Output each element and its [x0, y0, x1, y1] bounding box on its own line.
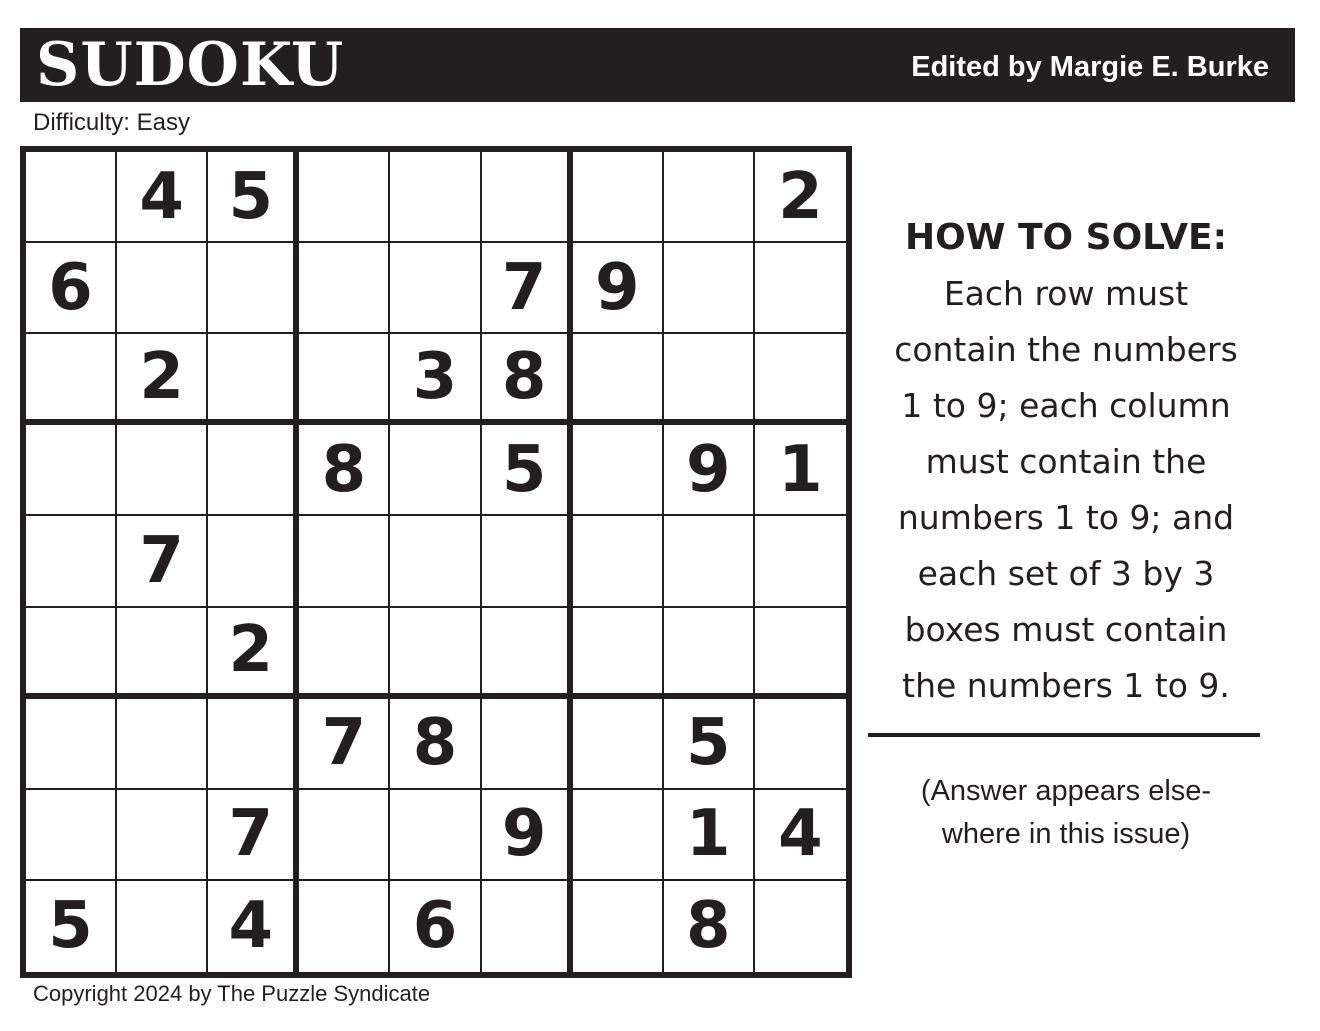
- empty-cell-r3c9[interactable]: [755, 334, 846, 425]
- given-cell-r4c4: 8: [299, 425, 390, 516]
- empty-cell-r4c1[interactable]: [26, 425, 117, 516]
- answer-note-line: where in this issue): [941, 818, 1191, 850]
- given-cell-r8c6: 9: [482, 790, 573, 881]
- empty-cell-r5c6[interactable]: [482, 516, 573, 607]
- empty-cell-r8c7[interactable]: [573, 790, 664, 881]
- given-cell-r8c3: 7: [208, 790, 299, 881]
- empty-cell-r8c5[interactable]: [390, 790, 481, 881]
- given-cell-r1c3: 5: [208, 152, 299, 243]
- empty-cell-r2c4[interactable]: [299, 243, 390, 334]
- given-cell-r6c3: 2: [208, 608, 299, 699]
- empty-cell-r5c7[interactable]: [573, 516, 664, 607]
- empty-cell-r5c3[interactable]: [208, 516, 299, 607]
- given-cell-r9c8: 8: [664, 881, 755, 972]
- given-cell-r4c9: 1: [755, 425, 846, 516]
- instruction-line: boxes must contain: [904, 610, 1228, 649]
- empty-cell-r7c7[interactable]: [573, 699, 664, 790]
- empty-cell-r1c8[interactable]: [664, 152, 755, 243]
- given-cell-r2c7: 9: [573, 243, 664, 334]
- empty-cell-r4c5[interactable]: [390, 425, 481, 516]
- empty-cell-r8c4[interactable]: [299, 790, 390, 881]
- instruction-line: the numbers 1 to 9.: [902, 666, 1230, 705]
- empty-cell-r1c4[interactable]: [299, 152, 390, 243]
- given-cell-r7c8: 5: [664, 699, 755, 790]
- given-cell-r3c2: 2: [117, 334, 208, 425]
- empty-cell-r3c3[interactable]: [208, 334, 299, 425]
- empty-cell-r6c6[interactable]: [482, 608, 573, 699]
- empty-cell-r6c5[interactable]: [390, 608, 481, 699]
- empty-cell-r9c9[interactable]: [755, 881, 846, 972]
- empty-cell-r5c1[interactable]: [26, 516, 117, 607]
- empty-cell-r4c7[interactable]: [573, 425, 664, 516]
- empty-cell-r9c2[interactable]: [117, 881, 208, 972]
- given-cell-r7c4: 7: [299, 699, 390, 790]
- empty-cell-r6c7[interactable]: [573, 608, 664, 699]
- empty-cell-r6c1[interactable]: [26, 608, 117, 699]
- empty-cell-r3c4[interactable]: [299, 334, 390, 425]
- empty-cell-r4c3[interactable]: [208, 425, 299, 516]
- given-cell-r9c1: 5: [26, 881, 117, 972]
- empty-cell-r9c4[interactable]: [299, 881, 390, 972]
- given-cell-r2c6: 7: [482, 243, 573, 334]
- sudoku-grid: [20, 146, 852, 978]
- empty-cell-r6c9[interactable]: [755, 608, 846, 699]
- given-cell-r7c5: 8: [390, 699, 481, 790]
- given-cell-r4c6: 5: [482, 425, 573, 516]
- empty-cell-r2c9[interactable]: [755, 243, 846, 334]
- empty-cell-r7c1[interactable]: [26, 699, 117, 790]
- empty-cell-r9c7[interactable]: [573, 881, 664, 972]
- empty-cell-r9c6[interactable]: [482, 881, 573, 972]
- how-to-solve-panel: [866, 210, 1266, 714]
- copyright-notice: Copyright 2024 by The Puzzle Syndicate: [33, 981, 431, 1006]
- empty-cell-r2c2[interactable]: [117, 243, 208, 334]
- empty-cell-r2c5[interactable]: [390, 243, 481, 334]
- empty-cell-r6c2[interactable]: [117, 608, 208, 699]
- given-cell-r4c8: 9: [664, 425, 755, 516]
- empty-cell-r3c7[interactable]: [573, 334, 664, 425]
- empty-cell-r8c2[interactable]: [117, 790, 208, 881]
- empty-cell-r4c2[interactable]: [117, 425, 208, 516]
- empty-cell-r5c8[interactable]: [664, 516, 755, 607]
- instruction-line: must contain the: [925, 442, 1207, 481]
- given-cell-r3c5: 3: [390, 334, 481, 425]
- instruction-line: 1 to 9; each column: [901, 386, 1231, 425]
- empty-cell-r2c3[interactable]: [208, 243, 299, 334]
- empty-cell-r3c8[interactable]: [664, 334, 755, 425]
- empty-cell-r5c5[interactable]: [390, 516, 481, 607]
- empty-cell-r5c9[interactable]: [755, 516, 846, 607]
- empty-cell-r6c4[interactable]: [299, 608, 390, 699]
- given-cell-r8c9: 4: [755, 790, 846, 881]
- empty-cell-r7c3[interactable]: [208, 699, 299, 790]
- given-cell-r9c3: 4: [208, 881, 299, 972]
- empty-cell-r7c6[interactable]: [482, 699, 573, 790]
- empty-cell-r1c1[interactable]: [26, 152, 117, 243]
- empty-cell-r6c8[interactable]: [664, 608, 755, 699]
- empty-cell-r7c2[interactable]: [117, 699, 208, 790]
- given-cell-r1c9: 2: [755, 152, 846, 243]
- instruction-line: Each row must: [943, 274, 1189, 313]
- instruction-line: contain the numbers: [894, 330, 1238, 369]
- given-cell-r8c8: 1: [664, 790, 755, 881]
- empty-cell-r2c8[interactable]: [664, 243, 755, 334]
- editor-credit: Edited by Margie E. Burke: [911, 51, 1269, 83]
- empty-cell-r8c1[interactable]: [26, 790, 117, 881]
- difficulty-label: Difficulty: Easy: [33, 109, 190, 136]
- empty-cell-r1c7[interactable]: [573, 152, 664, 243]
- sudoku-logo: SUDOKU: [36, 30, 345, 100]
- answer-note-line: (Answer appears else-: [920, 775, 1212, 807]
- answer-note: [866, 770, 1266, 856]
- empty-cell-r1c5[interactable]: [390, 152, 481, 243]
- instruction-line: each set of 3 by 3: [917, 554, 1215, 593]
- empty-cell-r5c4[interactable]: [299, 516, 390, 607]
- header-bar: [20, 28, 1295, 102]
- how-to-solve-title: HOW TO SOLVE:: [904, 217, 1228, 258]
- empty-cell-r1c6[interactable]: [482, 152, 573, 243]
- given-cell-r3c6: 8: [482, 334, 573, 425]
- given-cell-r2c1: 6: [26, 243, 117, 334]
- divider-rule: [868, 733, 1260, 737]
- empty-cell-r7c9[interactable]: [755, 699, 846, 790]
- given-cell-r5c2: 7: [117, 516, 208, 607]
- given-cell-r9c5: 6: [390, 881, 481, 972]
- empty-cell-r3c1[interactable]: [26, 334, 117, 425]
- instruction-line: numbers 1 to 9; and: [897, 498, 1235, 537]
- given-cell-r1c2: 4: [117, 152, 208, 243]
